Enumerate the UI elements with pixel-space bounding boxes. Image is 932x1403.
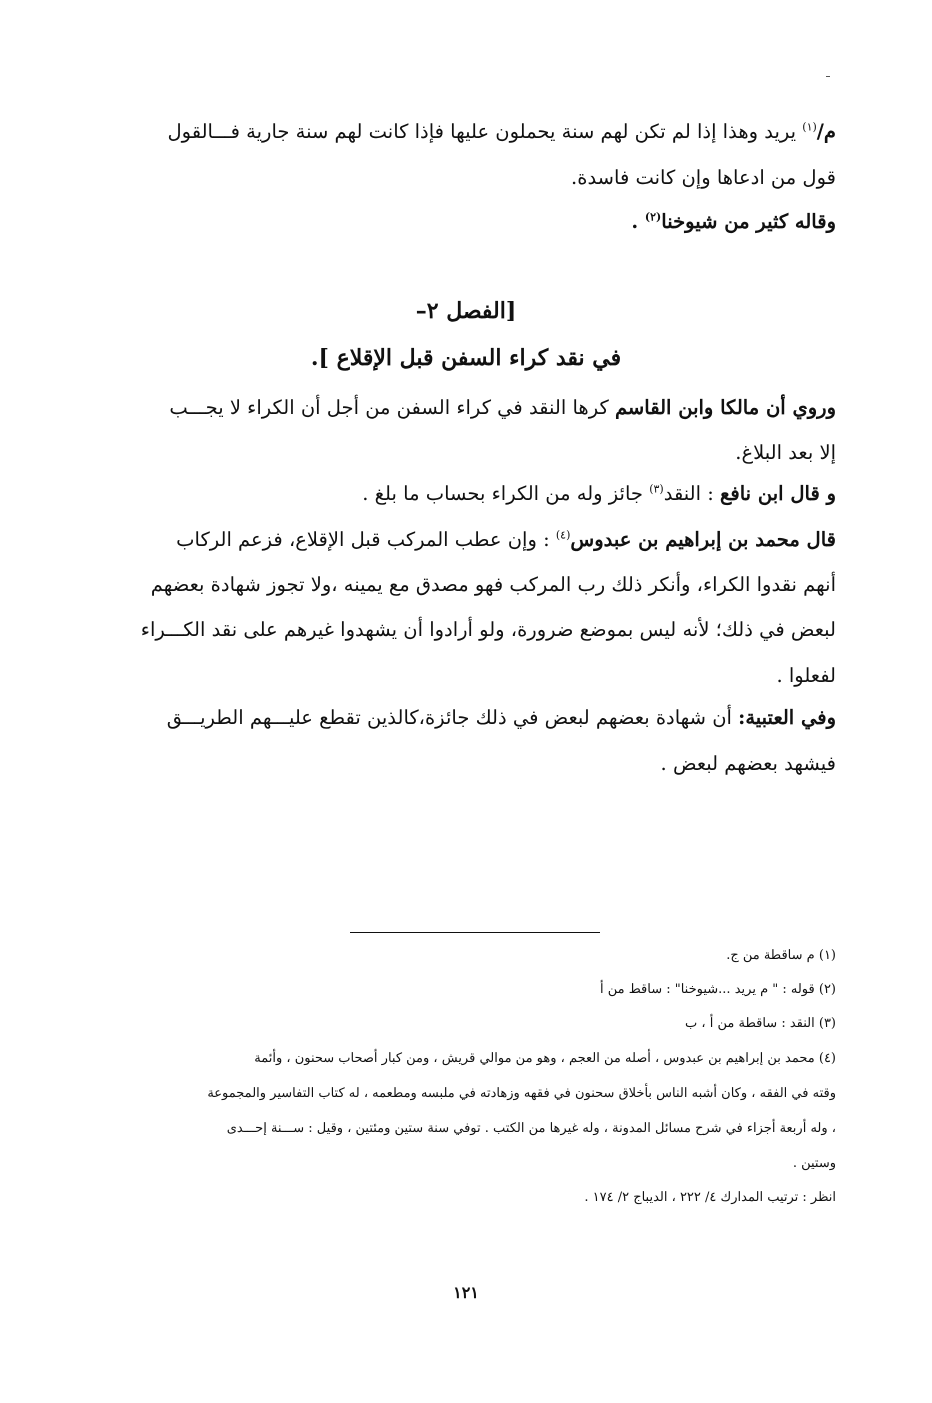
paragraph-5-text: : وإن عطب المركب قبل الإقلاع، فزعم الركاب xyxy=(176,528,556,551)
paragraph-2-tail: . xyxy=(631,210,645,233)
footnote-2: (٢) قوله : " م يريد ...شيوخنا" : ساقط من أ xyxy=(599,982,836,997)
chapter-heading-line-2: في نقد كراء السفن قبل الإقلاع ]. xyxy=(310,345,622,371)
footnote-4-line-1: (٤) محمد بن إبراهيم بن عبدوس ، أصله من العجم ، وهو من موالي قريش ، ومن كبار أصحاب سحنون ، وأئمة xyxy=(254,1051,836,1066)
paragraph-3-text: كرها النقد في كراء السفن من أجل أن الكراء لا يجـــب xyxy=(169,396,615,419)
paragraph-6-text: أن شهادة بعضهم لبعض في ذلك جائزة،كالذين تقطع عليـــهم الطريـــق xyxy=(166,706,739,729)
page-number: ١٢١ xyxy=(453,1283,479,1302)
footnote-4-reference: انظر : ترتيب المدارك ٤/ ٢٢٢ ، الديباج ٢/ ١٧٤ . xyxy=(584,1190,836,1205)
footnote-4-line-3: ، وله أربعة أجزاء في شرح مسائل المدونة ، وله غيرها من الكتب . توفي سنة ستين ومئتين ، وقيل : ســـنة إحـــدى xyxy=(226,1121,836,1136)
paragraph-5-line-3: لبعض في ذلك؛ لأنه ليس بموضع ضرورة، ولو أرادوا أن يشهدوا غيرهم على نقد الكـــراء xyxy=(140,618,836,641)
paragraph-4-tail: جائز وله من الكراء بحساب ما بلغ . xyxy=(362,482,650,505)
paragraph-3-lead: وروي أن مالكا وابن القاسم xyxy=(614,396,836,419)
footnote-3: (٣) النقد : ساقطة من أ ، ب xyxy=(685,1016,836,1031)
paragraph-5-line-4: لفعلوا . xyxy=(776,664,836,687)
footnote-4-line-2: وقته في الفقه ، وكان أشبه الناس بأخلاق سحنون في فقهه وزهادته في ملبسه ومطعمه ، له كتاب التفاسير والمجموعة xyxy=(207,1086,836,1101)
paragraph-1-line-1 xyxy=(168,120,837,143)
paragraph-5-lead: قال محمد بن إبراهيم بن عبدوس xyxy=(570,528,836,551)
paragraph-1-line-2: قول من ادعاها وإن كانت فاسدة. xyxy=(571,166,836,189)
ms-marker: م/ xyxy=(816,120,836,143)
footnote-ref-3: (٣) xyxy=(649,482,664,496)
paragraph-3-line-2: إلا بعد البلاغ. xyxy=(735,441,836,464)
paragraph-2-line-1 xyxy=(631,210,836,233)
footnote-ref-4: (٤) xyxy=(555,528,571,542)
chapter-heading-line-1: [الفصل ٢– xyxy=(415,298,517,324)
paragraph-6-line-1 xyxy=(167,706,836,729)
footnote-1: (١) م ساقطة من ج. xyxy=(726,948,836,963)
paragraph-5-line-1 xyxy=(176,528,836,551)
paragraph-4-text: : النقد xyxy=(663,482,721,505)
footnote-4-line-4: وستين . xyxy=(792,1156,836,1171)
paragraph-4-line-1 xyxy=(362,482,836,505)
paragraph-1-text: يريد وهذا إذا لم تكن لهم سنة يحملون عليها فإذا كانت لهم سنة جارية فـــالقول xyxy=(167,120,803,143)
footnote-ref-2: (٢) xyxy=(644,210,662,224)
paragraph-6-lead: وفي العتبية: xyxy=(738,706,836,729)
footnote-separator xyxy=(350,932,600,933)
footnote-ref-1: (١) xyxy=(802,120,817,134)
paragraph-5-line-2: أنهم نقدوا الكراء، وأنكر ذلك رب المركب فهو مصدق مع يمينه ،ولا تجوز شهادة بعضهم xyxy=(150,573,836,596)
paragraph-4-lead: و قال ابن نافع xyxy=(720,482,836,505)
paragraph-6-line-2: فيشهد بعضهم لبعض . xyxy=(660,752,836,775)
paragraph-2-text: وقاله كثير من شيوخنا xyxy=(661,210,836,233)
scan-speck xyxy=(826,76,830,77)
paragraph-3-line-1 xyxy=(169,396,836,419)
